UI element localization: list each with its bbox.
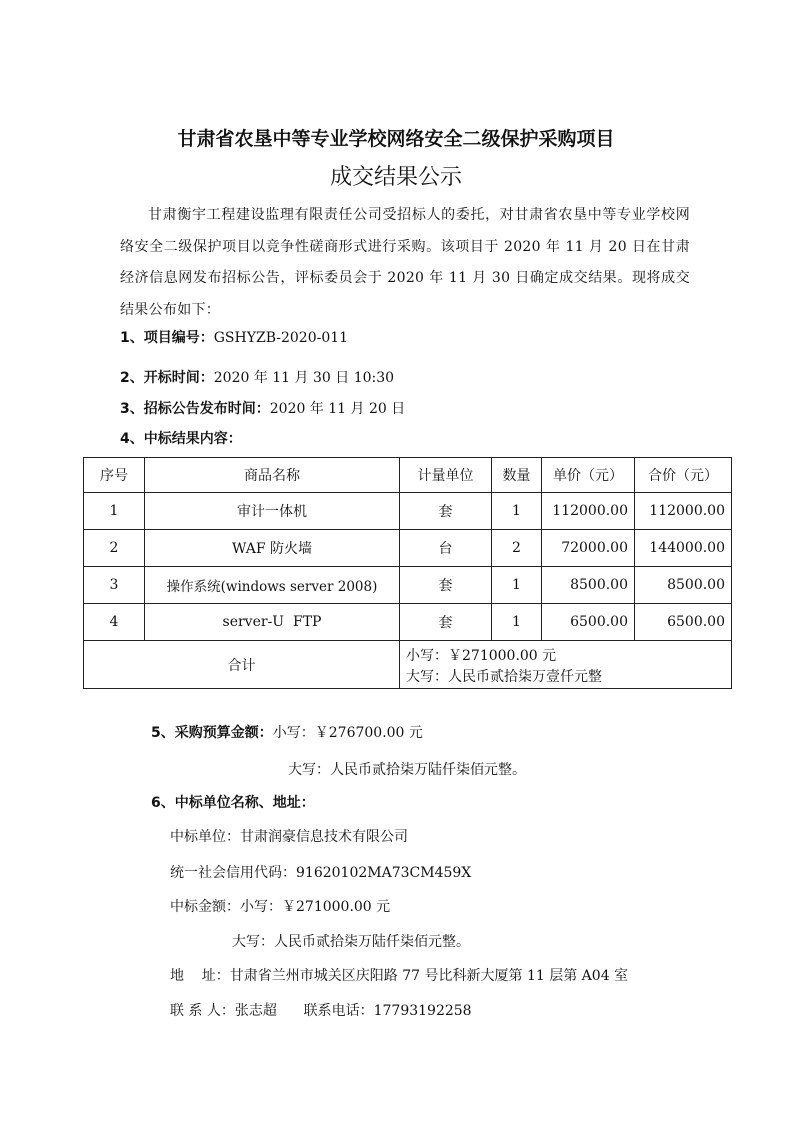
project-number-label: 1、项目编号：	[120, 330, 214, 346]
winner-company: 中标单位：甘肃润豪信息技术有限公司	[170, 829, 408, 845]
cell-price: 72000.00	[542, 530, 635, 567]
cell-index: 4	[84, 604, 145, 641]
winner-amount-small: 中标金额：小写：￥271000.00 元	[170, 899, 391, 915]
open-time-value: 2020 年 11 月 30 日 10:30	[213, 370, 395, 386]
budget-big: 大写：人民币贰拾柒万陆仟柒佰元整。	[288, 762, 526, 778]
notice-date-value: 2020 年 11 月 20 日	[269, 401, 406, 417]
open-time-label: 2、开标时间：	[120, 370, 214, 386]
cell-total: 8500.00	[635, 567, 732, 604]
cell-unit: 套	[400, 493, 492, 530]
result-content-label: 4、中标结果内容：	[120, 431, 242, 447]
total-big: 大写：人民币贰拾柒万壹仟元整	[406, 669, 602, 685]
table-row	[84, 493, 732, 530]
budget-line	[151, 722, 423, 742]
cell-total: 6500.00	[635, 604, 732, 641]
header-price: 单价（元）	[542, 458, 635, 493]
winner-credit-code: 统一社会信用代码：91620102MA73CM459X	[170, 865, 472, 881]
cell-index: 3	[84, 567, 145, 604]
total-label: 合计	[84, 641, 400, 689]
header-name: 商品名称	[145, 458, 400, 493]
cell-name: 操作系统(windows server 2008)	[145, 567, 400, 604]
total-small: 小写：￥271000.00 元	[406, 648, 557, 664]
document-title: 甘肃省农垦中等专业学校网络安全二级保护采购项目	[177, 128, 615, 150]
budget-small: 小写：￥276700.00 元	[272, 725, 423, 741]
cell-price: 8500.00	[542, 567, 635, 604]
cell-qty: 1	[492, 604, 542, 641]
cell-price: 112000.00	[542, 493, 635, 530]
cell-unit: 套	[400, 604, 492, 641]
winner-amount-big: 大写：人民币贰拾柒万陆仟柒佰元整。	[232, 934, 470, 950]
project-number-line	[120, 327, 348, 347]
table-total-row	[84, 641, 732, 689]
winner-contact: 联 系 人：张志超 联系电话：17793192258	[170, 1003, 472, 1019]
table-row	[84, 604, 732, 641]
table-row	[84, 530, 732, 567]
cell-name: server-U FTP	[145, 604, 400, 641]
cell-total: 112000.00	[635, 493, 732, 530]
notice-date-label: 3、招标公告发布时间：	[120, 401, 270, 417]
cell-price: 6500.00	[542, 604, 635, 641]
winner-section-label	[151, 792, 315, 812]
cell-qty: 1	[492, 567, 542, 604]
open-time-line	[120, 367, 394, 387]
cell-unit: 套	[400, 567, 492, 604]
cell-qty: 1	[492, 493, 542, 530]
result-content-line	[120, 428, 242, 448]
project-number-value: GSHYZB-2020-011	[213, 330, 349, 346]
intro-paragraph: 甘肃衡宇工程建设监理有限责任公司受招标人的委托，对甘肃省农垦中等专业学校网络安全二级保护项目以竞争性磋商形式进行采购。该项目于 2020 年 11 月 20 日在甘肃经济信息网发布招标公告，评标委员会于 2020 年 11 月 30 日确定成交结果。现将成交结果公布如下：	[120, 207, 690, 319]
header-total: 合价（元）	[635, 458, 732, 493]
result-table	[83, 457, 732, 689]
cell-index: 2	[84, 530, 145, 567]
cell-qty: 2	[492, 530, 542, 567]
cell-name: WAF 防火墙	[145, 530, 400, 567]
cell-index: 1	[84, 493, 145, 530]
header-unit: 计量单位	[400, 458, 492, 493]
cell-unit: 台	[400, 530, 492, 567]
winner-label: 6、中标单位名称、地址：	[151, 795, 315, 811]
table-row	[84, 567, 732, 604]
notice-date-line	[120, 398, 405, 418]
cell-name: 审计一体机	[145, 493, 400, 530]
table-header-row	[84, 458, 732, 493]
total-value	[400, 641, 732, 689]
header-index: 序号	[84, 458, 145, 493]
document-subtitle: 成交结果公示	[329, 165, 462, 190]
budget-label: 5、采购预算金额：	[151, 725, 273, 741]
header-qty: 数量	[492, 458, 542, 493]
cell-total: 144000.00	[635, 530, 732, 567]
winner-address: 地 址：甘肃省兰州市城关区庆阳路 77 号比科新大厦第 11 层第 A04 室	[170, 968, 629, 984]
